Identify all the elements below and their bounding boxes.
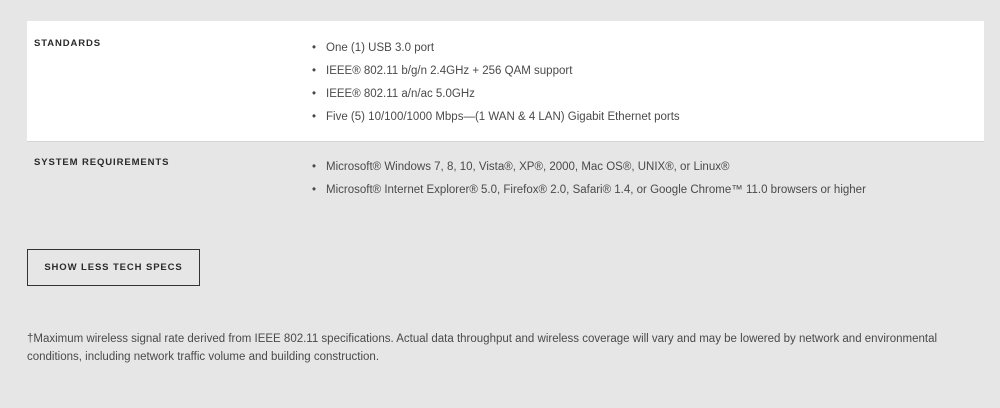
- spec-row-standards: [27, 21, 984, 141]
- spec-item: • Microsoft® Windows 7, 8, 10, Vista®, XP®, 2000, Mac OS®, UNIX®, or Linux®: [312, 156, 866, 179]
- spec-item: • One (1) USB 3.0 port: [312, 37, 680, 60]
- spec-item: • Microsoft® Internet Explorer® 5.0, Firefox® 2.0, Safari® 1.4, or Google Chrome™ 11.0 browsers or higher: [312, 179, 866, 202]
- tech-specs-table: [27, 21, 984, 202]
- spec-list-standards: [312, 37, 680, 141]
- spec-item: • Five (5) 10/100/1000 Mbps—(1 WAN & 4 LAN) Gigabit Ethernet ports: [312, 106, 680, 129]
- show-less-tech-specs-button[interactable]: SHOW LESS TECH SPECS: [27, 249, 200, 286]
- spec-list-system-requirements: [312, 156, 866, 202]
- spec-label-standards: STANDARDS: [34, 38, 102, 49]
- footnote: †Maximum wireless signal rate derived from IEEE 802.11 specifications. Actual data throughput and wireless coverage will vary and may be lowered by network and environmental conditions, including network traffic volume and building construction.: [27, 333, 938, 363]
- spec-label-system-requirements: SYSTEM REQUIREMENTS: [34, 157, 170, 168]
- spec-item: • IEEE® 802.11 b/g/n 2.4GHz + 256 QAM support: [312, 60, 680, 83]
- spec-row-system-requirements: [27, 142, 984, 202]
- spec-item: • IEEE® 802.11 a/n/ac 5.0GHz: [312, 83, 680, 106]
